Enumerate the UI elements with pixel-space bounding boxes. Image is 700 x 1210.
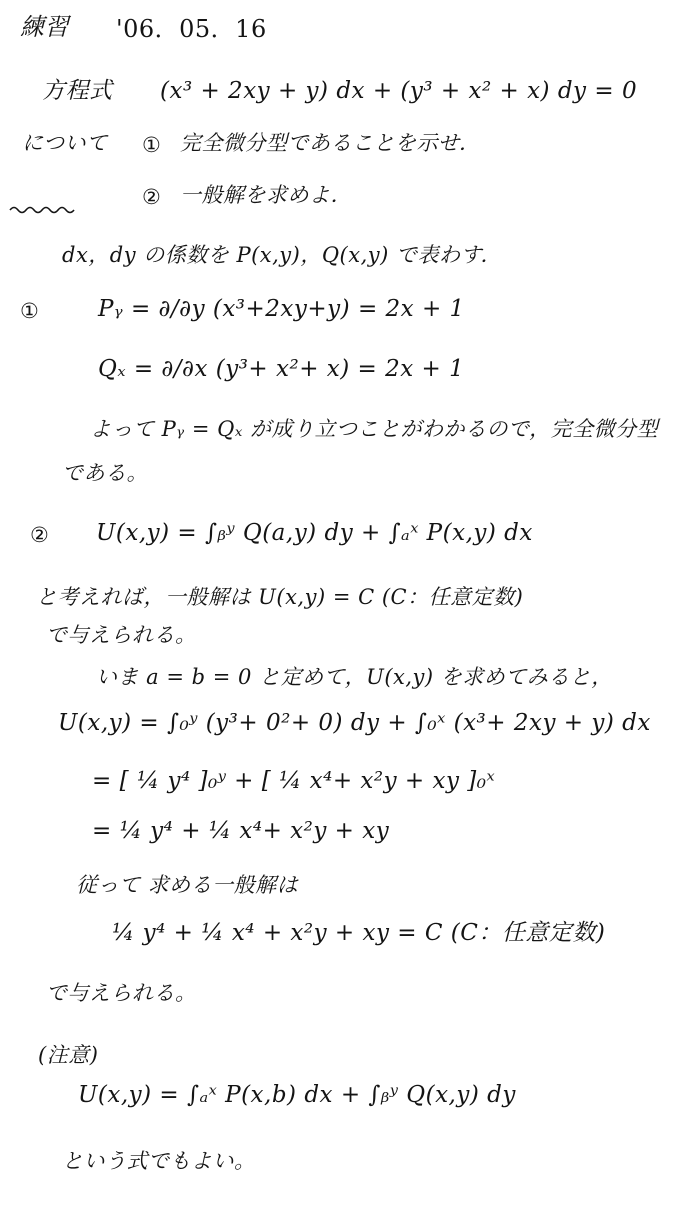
note-tail: という式でもよい。	[62, 1149, 256, 1173]
exactness-conclusion-end: である。	[62, 461, 148, 485]
calculation-step-1: U(x,y) = ∫₀ʸ (y³+ 0²+ 0) dy + ∫₀ˣ (x³+ 2xy + y) dx	[58, 710, 651, 736]
wavy-underline	[8, 203, 80, 215]
therefore-text: 従って 求める一般解は	[76, 873, 299, 897]
partial-py-equation: Pᵧ = ∂/∂y (x³+2xy+y) = 2x + 1	[98, 296, 465, 322]
coefficient-intro: dx，dy の係数を P(x,y)，Q(x,y) で表わす．	[62, 243, 502, 267]
calculation-step-3: = ¼ y⁴ + ¼ x⁴+ x²y + xy	[92, 818, 390, 844]
problem-label: 方程式	[42, 78, 113, 104]
task2-text: 一般解を求めよ．	[180, 183, 352, 207]
general-solution-statement: と考えれば，一般解は U(x,y) = C (C：任意定数)	[36, 585, 524, 609]
final-general-solution: ¼ y⁴ + ¼ x⁴ + x²y + xy = C (C：任意定数)	[112, 920, 606, 946]
task1-number: ①	[142, 133, 162, 157]
problem-lead: について	[22, 131, 108, 155]
part1-number: ①	[20, 299, 40, 323]
task1-text: 完全微分型であることを示せ．	[180, 131, 481, 155]
final-given-by-text: で与えられる。	[46, 981, 197, 1005]
set-a-b-zero: いま a = b = 0 と定めて，U(x,y) を求めてみると，	[96, 665, 613, 689]
problem-equation: (x³ + 2xy + y) dx + (y³ + x² + x) dy = 0	[160, 78, 638, 104]
exercise-title: 練習	[20, 13, 69, 41]
potential-function-definition: U(x,y) = ∫ᵦʸ Q(a,y) dy + ∫ₐˣ P(x,y) dx	[96, 520, 533, 546]
calculation-step-2: = [ ¼ y⁴ ]₀ʸ + [ ¼ x⁴+ x²y + xy ]₀ˣ	[92, 768, 496, 794]
partial-qx-equation: Qₓ = ∂/∂x (y³+ x²+ x) = 2x + 1	[98, 356, 465, 382]
part2-number: ②	[30, 523, 50, 547]
exactness-conclusion: よって Pᵧ = Qₓ が成り立つことがわかるので，完全微分型	[90, 417, 659, 441]
alternative-formula: U(x,y) = ∫ₐˣ P(x,b) dx + ∫ᵦʸ Q(x,y) dy	[78, 1082, 516, 1108]
note-label: (注意)	[38, 1043, 99, 1067]
task2-number: ②	[142, 185, 162, 209]
exercise-date: '06．05．16	[116, 15, 267, 43]
given-by-text: で与えられる。	[46, 623, 197, 647]
